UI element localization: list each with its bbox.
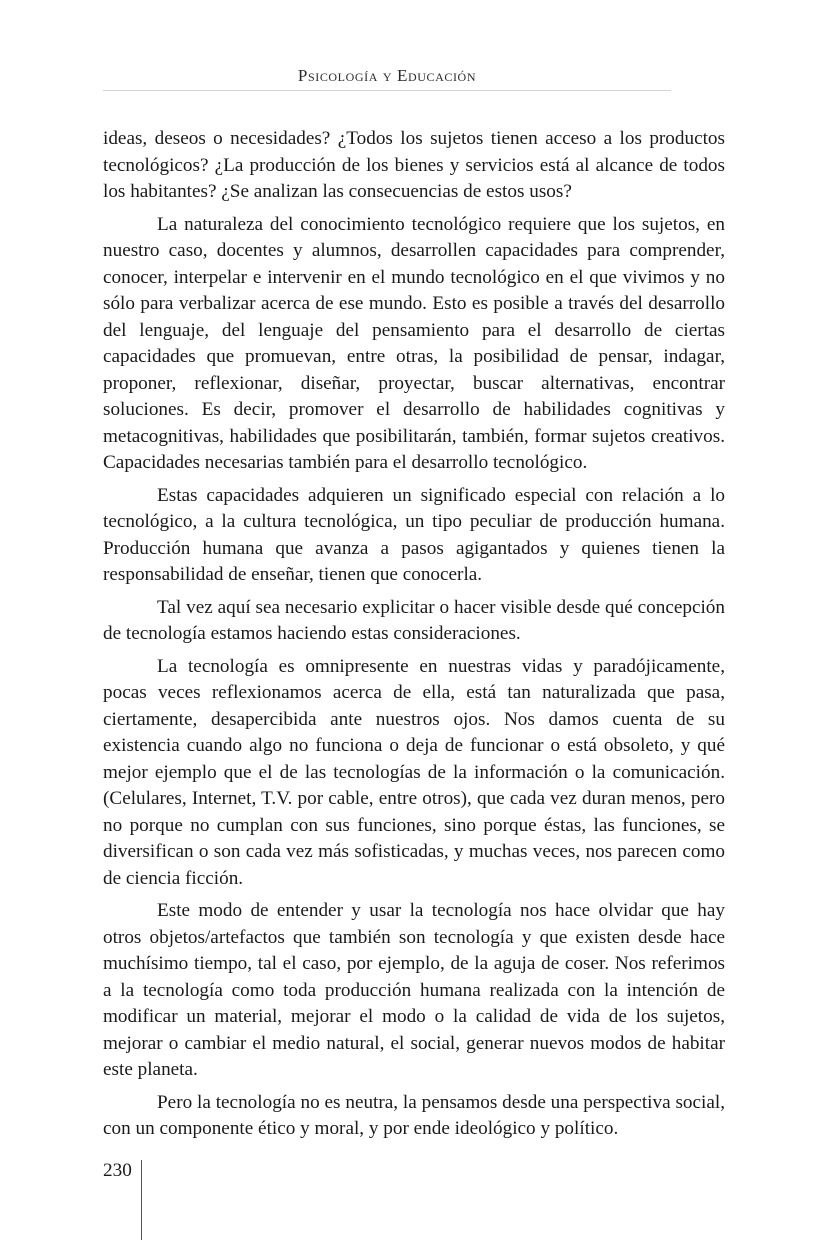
page-number: 230 [103,1160,132,1181]
page-number-rule [141,1160,142,1240]
header-rule [103,90,671,91]
paragraph: La naturaleza del conocimiento tecnológico requiere que los sujetos, en nuestro caso, docentes y alumnos, desarrollen capacidades para comprender, conocer, interpelar e intervenir en el mundo tecnológico en el que vivimos y no sólo para verbalizar acerca de ese mundo. Esto es posible a través del desarrollo del lenguaje, del lenguaje del pensamiento para el desarrollo de ciertas capacidades que promuevan, entre otras, la posibilidad de pensar, indagar, proponer, reflexionar, diseñar, proyectar, buscar alternativas, encontrar soluciones. Es decir, promover el desarrollo de habilidades cognitivas y metacognitivas, habilidades que posibilitarán, también, formar sujetos creativos. Capacidades necesarias también para el desarrollo tecnológico. [103,213,725,473]
paragraph: Este modo de entender y usar la tecnología nos hace olvidar que hay otros objetos/artefactos que también son tecnología y que existen desde hace muchísimo tiempo, tal el caso, por ejemplo, de la aguja de coser. Nos referimos a la tecnología como toda producción humana realizada con la intención de modificar un material, mejorar el modo o la calidad de vida de los sujetos, mejorar o cambiar el medio natural, el social, generar nuevos modos de habitar este planeta. [103,900,725,1080]
paragraph: Pero la tecnología no es neutra, la pensamos desde una perspectiva social, con un componente ético y moral, y por ende ideológico y político. [103,1091,725,1139]
paragraph: Estas capacidades adquieren un significado especial con relación a lo tecnológico, a la cultura tecnológica, un tipo peculiar de producción humana. Producción humana que avanza a pasos agigantados y quienes tienen la responsabilidad de enseñar, tienen que conocerla. [103,484,725,585]
running-header: Psicología y Educación [297,66,477,85]
paragraph-continuation: ideas, deseos o necesidades? ¿Todos los sujetos tienen acceso a los productos tecnológicos? ¿La producción de los bienes y servicios está al alcance de todos los habitantes? ¿Se analizan las consecuencias de estos usos? [103,128,725,202]
paragraph: La tecnología es omnipresente en nuestras vidas y paradójicamente, pocas veces reflexionamos acerca de ella, está tan naturalizada que pasa, ciertamente, desapercibida ante nuestros ojos. Nos damos cuenta de su existencia cuando algo no funciona o deja de funcionar o está obsoleto, y qué mejor ejemplo que el de las tecnologías de la información o la comunicación. (Celulares, Internet, T.V. por cable, entre otros), que cada vez duran menos, pero no porque no cumplan con sus funciones, sino porque éstas, las funciones, se diversifican o son cada vez más sofisticadas, y muchas veces, nos parecen como de ciencia ficción. [103,655,725,889]
paragraph: Tal vez aquí sea necesario explicitar o hacer visible desde qué concepción de tecnología estamos haciendo estas consideraciones. [103,596,725,644]
body-text [103,126,725,1149]
